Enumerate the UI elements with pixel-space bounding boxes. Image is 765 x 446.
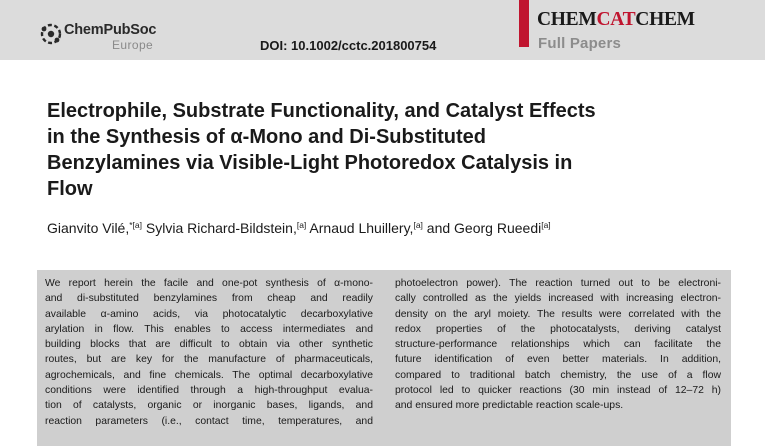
abstract-line: routes, but are key for the manufacture of pharmaceuticals,	[45, 354, 373, 366]
abstract-line: tion of catalysts, organic or inorganic bases, ligands, and	[45, 400, 373, 412]
author-name[interactable]: Sylvia Richard-Bildstein,	[145, 220, 297, 236]
author-affiliation-mark: [a]	[413, 220, 423, 230]
abstract-line: arylation in flow. This enables to access intermediates and	[45, 323, 373, 335]
abstract-line: density on the aryl moiety. The results were correlated with the	[395, 308, 721, 320]
article-type: Full Papers	[538, 35, 622, 52]
doi-link[interactable]: DOI: 10.1002/cctc.201800754	[260, 38, 437, 53]
abstract-column-left	[45, 276, 373, 429]
abstract-line: agrochemicals, and fine chemicals. The optimal decarboxylative	[45, 369, 373, 381]
publisher-molecule-icon	[40, 23, 62, 45]
abstract-line: cally controlled as the yields increased with increasing electron-	[395, 293, 721, 305]
author-affiliation-mark: [a]	[296, 220, 307, 230]
abstract-line: redox properties of the photocatalysts, deriving catalyst	[395, 323, 721, 335]
author-affiliation-mark: [a]	[541, 220, 551, 230]
journal-title-part: CHEM	[537, 9, 597, 30]
abstract-line: and ensured more predictable reaction scale-ups.	[395, 400, 624, 412]
abstract-line: We report herein the facile and one-pot synthesis of α-mono-	[45, 278, 373, 289]
journal-title	[537, 9, 695, 31]
author-name[interactable]: and Georg Rueedi	[426, 220, 542, 236]
publisher-name: ChemPubSoc	[64, 22, 157, 38]
abstract-line: future identification of even better materials. In addition,	[395, 354, 721, 366]
abstract-line: reaction parameters (i.e., contact time, temperatures, and	[45, 415, 373, 427]
abstract-line: conditions were identified through a high-throughput evalua-	[45, 385, 373, 397]
abstract-line: and di-substituted benzylamines from cheap and readily	[45, 293, 373, 305]
journal-title-part-accent: CAT	[596, 9, 636, 30]
abstract-line: available α-amino acids, via photocatalytic decarboxylative	[45, 308, 373, 320]
abstract-line: structure-performance relationships which can facilitate the	[395, 339, 721, 351]
author-list	[47, 220, 551, 236]
journal-title-part: CHEM	[635, 9, 695, 30]
title-line: in the Synthesis of α-Mono and Di-Substituted	[47, 126, 486, 148]
publisher-region: Europe	[112, 38, 154, 52]
title-line: Benzylamines via Visible-Light Photoredox Catalysis in	[47, 152, 573, 174]
abstract-line: compared to traditional batch chemistry, the use of a flow	[395, 369, 721, 381]
abstract-box	[37, 270, 731, 446]
abstract-line: photoelectron power). The reaction turned out to be electroni-	[395, 278, 721, 289]
abstract-line: building blocks that are difficult to obtain via other synthetic	[45, 339, 373, 351]
journal-branding	[519, 0, 765, 60]
title-line: Electrophile, Substrate Functionality, and Catalyst Effects	[47, 100, 596, 122]
paper-title	[47, 98, 747, 202]
journal-red-bar	[519, 0, 529, 47]
author-name[interactable]: Gianvito Vilé,	[47, 220, 130, 236]
abstract-column-right	[395, 276, 721, 414]
title-line: Flow	[47, 178, 93, 200]
abstract-line: protocol led to quicker reactions (30 min instead of 12–72 h)	[395, 385, 721, 397]
publisher-logo[interactable]	[40, 22, 220, 54]
author-name[interactable]: Arnaud Lhuillery,	[309, 220, 414, 236]
author-affiliation-mark: *[a]	[129, 220, 142, 230]
